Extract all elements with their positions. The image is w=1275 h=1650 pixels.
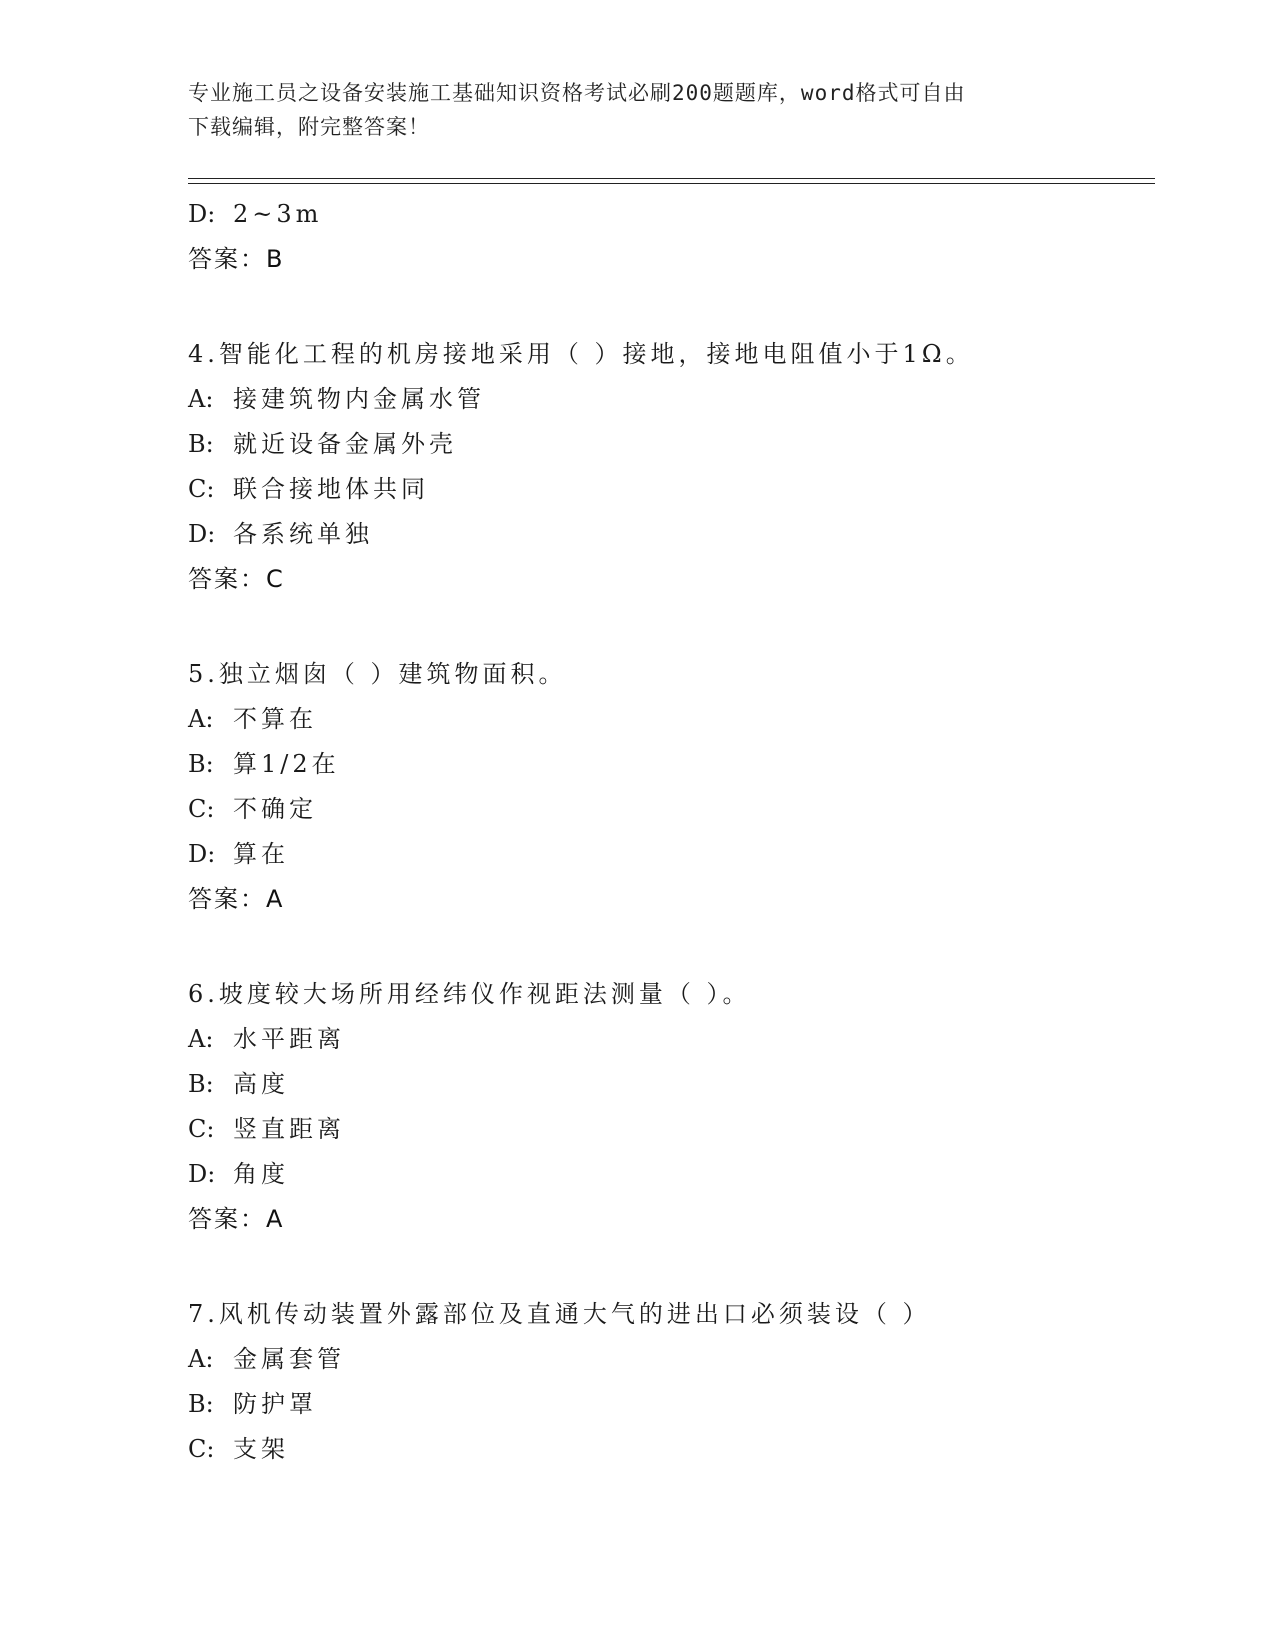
option-letter: D: bbox=[188, 520, 216, 548]
option-letter: D: bbox=[188, 200, 216, 228]
option-letter: A: bbox=[188, 1025, 214, 1053]
option-d bbox=[188, 192, 1148, 237]
answer-line: 答案：C bbox=[188, 565, 285, 593]
header-divider-top bbox=[188, 178, 1155, 179]
option-text: 算1/2在 bbox=[233, 750, 340, 778]
option-letter: A: bbox=[188, 705, 214, 733]
header-line-2: 下载编辑，附完整答案！ bbox=[188, 115, 430, 139]
option-text: 就近设备金属外壳 bbox=[233, 430, 457, 458]
option-c bbox=[188, 1107, 1148, 1152]
option-text: 接建筑物内金属水管 bbox=[233, 385, 485, 413]
option-text: 不算在 bbox=[233, 705, 317, 733]
header-divider-bottom bbox=[188, 183, 1155, 184]
option-letter: B: bbox=[188, 1390, 214, 1418]
answer-line: 答案：A bbox=[188, 885, 285, 913]
option-d bbox=[188, 512, 1148, 557]
option-letter: A: bbox=[188, 1345, 214, 1373]
option-text: 水平距离 bbox=[233, 1025, 345, 1053]
question-list bbox=[188, 192, 1148, 1472]
option-c bbox=[188, 787, 1148, 832]
option-letter: C: bbox=[188, 1115, 215, 1143]
option-text: 算在 bbox=[233, 840, 289, 868]
answer-line: 答案：B bbox=[188, 245, 285, 273]
option-a bbox=[188, 1337, 1148, 1382]
option-letter: D: bbox=[188, 840, 216, 868]
option-b bbox=[188, 1382, 1148, 1427]
option-b bbox=[188, 1062, 1148, 1107]
option-c bbox=[188, 467, 1148, 512]
option-text: 各系统单独 bbox=[233, 520, 373, 548]
option-a bbox=[188, 377, 1148, 422]
option-text: 防护罩 bbox=[233, 1390, 317, 1418]
option-text: 支架 bbox=[233, 1435, 289, 1463]
question-stem: 5.独立烟囱（ ）建筑物面积。 bbox=[188, 660, 567, 688]
option-a bbox=[188, 697, 1148, 742]
option-text: 2~3m bbox=[233, 200, 323, 228]
option-b bbox=[188, 422, 1148, 467]
option-letter: C: bbox=[188, 1435, 215, 1463]
option-text: 不确定 bbox=[233, 795, 317, 823]
option-text: 角度 bbox=[233, 1160, 289, 1188]
option-d bbox=[188, 832, 1148, 877]
option-letter: A: bbox=[188, 385, 214, 413]
option-c bbox=[188, 1427, 1148, 1472]
option-text: 金属套管 bbox=[233, 1345, 345, 1373]
option-d bbox=[188, 1152, 1148, 1197]
option-a bbox=[188, 1017, 1148, 1062]
option-letter: D: bbox=[188, 1160, 216, 1188]
question-stem: 4.智能化工程的机房接地采用（ ）接地，接地电阻值小于1Ω。 bbox=[188, 340, 974, 368]
document-header bbox=[188, 76, 1088, 144]
option-letter: C: bbox=[188, 795, 215, 823]
question-stem: 7.风机传动装置外露部位及直通大气的进出口必须装设（ ） bbox=[188, 1300, 931, 1328]
option-letter: B: bbox=[188, 1070, 214, 1098]
option-letter: C: bbox=[188, 475, 215, 503]
header-line-1: 专业施工员之设备安装施工基础知识资格考试必刷200题题库，word格式可自由 bbox=[188, 81, 966, 105]
option-letter: B: bbox=[188, 430, 214, 458]
option-text: 联合接地体共同 bbox=[233, 475, 429, 503]
answer-line: 答案：A bbox=[188, 1205, 285, 1233]
option-letter: B: bbox=[188, 750, 214, 778]
option-text: 高度 bbox=[233, 1070, 289, 1098]
question-stem: 6.坡度较大场所用经纬仪作视距法测量（ ）。 bbox=[188, 980, 751, 1008]
option-b bbox=[188, 742, 1148, 787]
option-text: 竖直距离 bbox=[233, 1115, 345, 1143]
